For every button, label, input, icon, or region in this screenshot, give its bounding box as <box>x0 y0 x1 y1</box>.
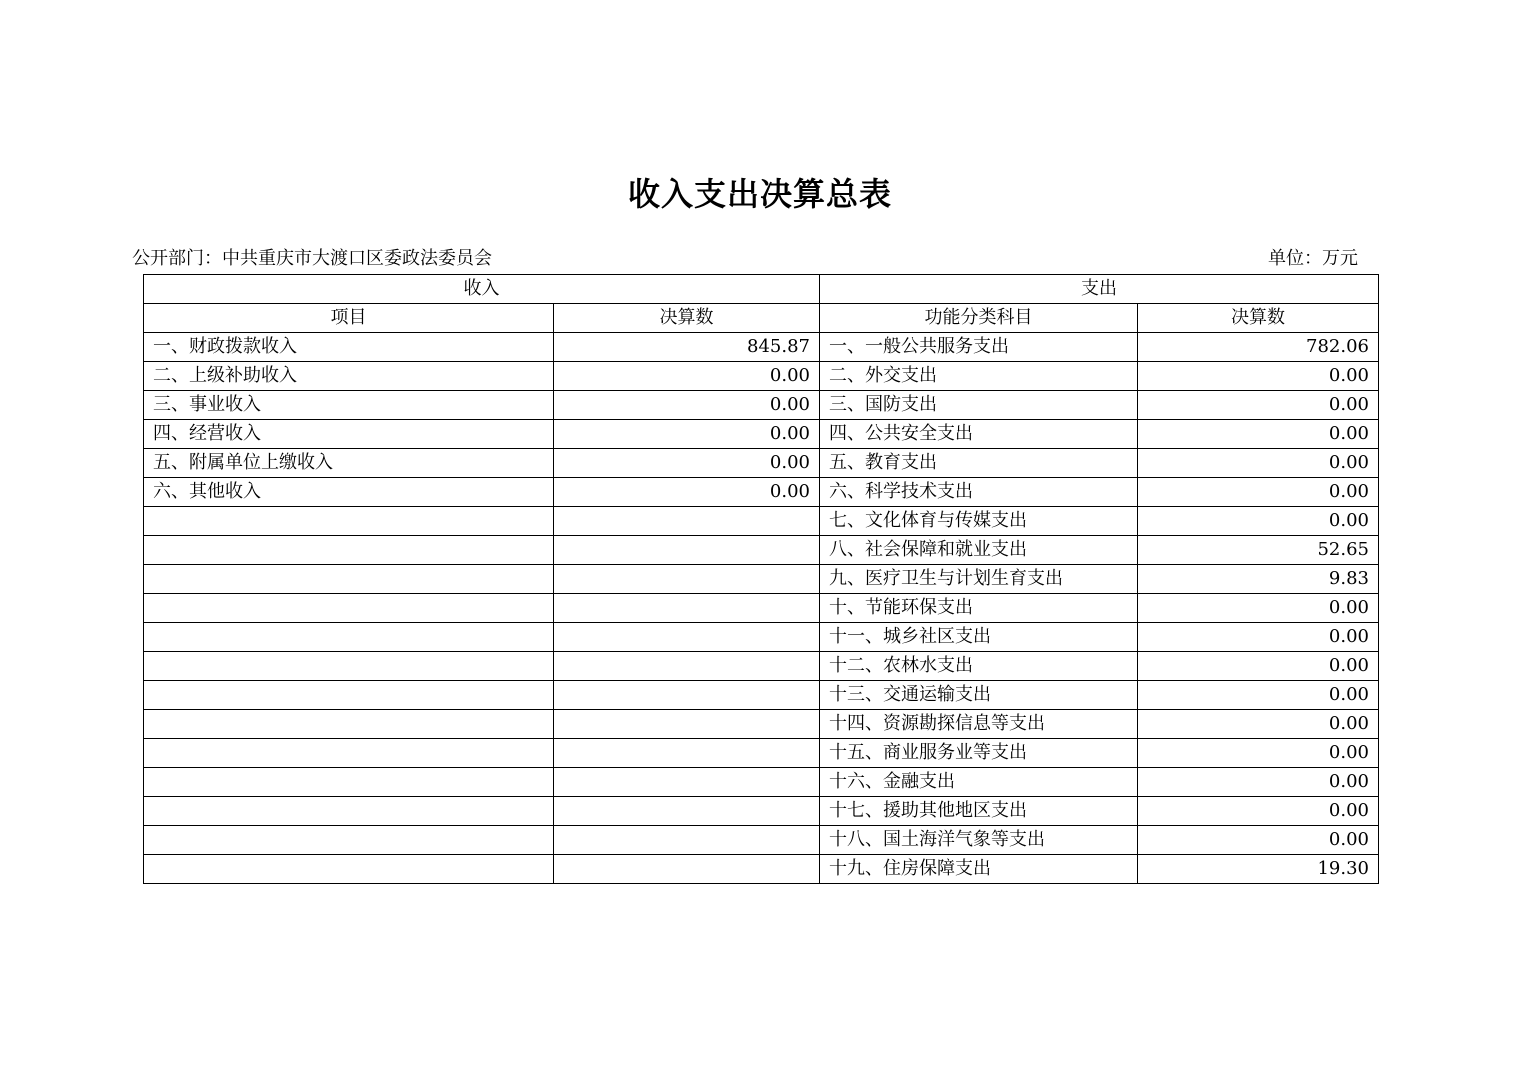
expense-item-cell: 十八、国土海洋气象等支出 <box>820 826 1138 855</box>
income-amount-header: 决算数 <box>554 304 820 333</box>
table-group-header-row <box>144 275 1379 304</box>
table-row <box>144 478 1379 507</box>
income-item-cell <box>144 826 554 855</box>
table-row <box>144 420 1379 449</box>
expense-item-cell: 一、一般公共服务支出 <box>820 333 1138 362</box>
unit-label: 单位：万元 <box>1268 248 1358 269</box>
expense-value-cell: 9.83 <box>1138 565 1379 594</box>
income-value-cell <box>554 768 820 797</box>
table-row <box>144 797 1379 826</box>
expense-group-header: 支出 <box>820 275 1379 304</box>
expense-value-cell: 0.00 <box>1138 681 1379 710</box>
income-value-cell <box>554 710 820 739</box>
table-row <box>144 362 1379 391</box>
income-item-cell <box>144 681 554 710</box>
income-item-cell: 二、上级补助收入 <box>144 362 554 391</box>
income-item-cell <box>144 797 554 826</box>
table-body <box>144 333 1379 884</box>
income-item-cell: 五、附属单位上缴收入 <box>144 449 554 478</box>
income-item-cell <box>144 507 554 536</box>
table-row <box>144 826 1379 855</box>
table-row <box>144 594 1379 623</box>
income-item-cell <box>144 594 554 623</box>
income-value-cell: 845.87 <box>554 333 820 362</box>
income-value-cell <box>554 855 820 884</box>
department-label: 公开部门：中共重庆市大渡口区委政法委员会 <box>132 248 492 269</box>
expense-value-cell: 0.00 <box>1138 362 1379 391</box>
table-row <box>144 536 1379 565</box>
expense-item-cell: 五、教育支出 <box>820 449 1138 478</box>
income-value-cell <box>554 623 820 652</box>
function-category-header: 功能分类科目 <box>820 304 1138 333</box>
expense-item-cell: 三、国防支出 <box>820 391 1138 420</box>
table-row <box>144 768 1379 797</box>
income-item-cell <box>144 652 554 681</box>
expense-item-cell: 四、公共安全支出 <box>820 420 1138 449</box>
table-row <box>144 855 1379 884</box>
income-item-cell <box>144 710 554 739</box>
table-row <box>144 449 1379 478</box>
expense-value-cell: 0.00 <box>1138 826 1379 855</box>
income-value-cell: 0.00 <box>554 391 820 420</box>
expense-item-cell: 六、科学技术支出 <box>820 478 1138 507</box>
income-value-cell <box>554 826 820 855</box>
income-value-cell: 0.00 <box>554 362 820 391</box>
income-value-cell <box>554 565 820 594</box>
income-item-cell <box>144 855 554 884</box>
income-value-cell: 0.00 <box>554 449 820 478</box>
income-item-cell <box>144 536 554 565</box>
page-title: 收入支出决算总表 <box>627 175 892 213</box>
expense-value-cell: 0.00 <box>1138 768 1379 797</box>
table-row <box>144 565 1379 594</box>
table-row <box>144 391 1379 420</box>
expense-item-cell: 十四、资源勘探信息等支出 <box>820 710 1138 739</box>
expense-value-cell: 782.06 <box>1138 333 1379 362</box>
expense-item-cell: 十九、住房保障支出 <box>820 855 1138 884</box>
expense-item-cell: 十七、援助其他地区支出 <box>820 797 1138 826</box>
table-row <box>144 507 1379 536</box>
expense-item-cell: 七、文化体育与传媒支出 <box>820 507 1138 536</box>
income-value-cell <box>554 739 820 768</box>
expense-item-cell: 十、节能环保支出 <box>820 594 1138 623</box>
income-group-header: 收入 <box>144 275 820 304</box>
table-row <box>144 333 1379 362</box>
table-row <box>144 681 1379 710</box>
income-item-cell: 六、其他收入 <box>144 478 554 507</box>
expense-item-cell: 十五、商业服务业等支出 <box>820 739 1138 768</box>
income-item-cell: 一、财政拨款收入 <box>144 333 554 362</box>
expense-value-cell: 0.00 <box>1138 449 1379 478</box>
table-column-header-row <box>144 304 1379 333</box>
expense-value-cell: 0.00 <box>1138 391 1379 420</box>
expense-item-cell: 十二、农林水支出 <box>820 652 1138 681</box>
expense-item-cell: 十三、交通运输支出 <box>820 681 1138 710</box>
expense-value-cell: 0.00 <box>1138 710 1379 739</box>
expense-value-cell: 0.00 <box>1138 739 1379 768</box>
expense-item-cell: 九、医疗卫生与计划生育支出 <box>820 565 1138 594</box>
income-item-header: 项目 <box>144 304 554 333</box>
table-row <box>144 739 1379 768</box>
table-row <box>144 652 1379 681</box>
income-item-cell: 三、事业收入 <box>144 391 554 420</box>
income-item-cell <box>144 768 554 797</box>
expense-amount-header: 决算数 <box>1138 304 1379 333</box>
expense-value-cell: 0.00 <box>1138 652 1379 681</box>
expense-value-cell: 19.30 <box>1138 855 1379 884</box>
expense-value-cell: 0.00 <box>1138 797 1379 826</box>
expense-value-cell: 0.00 <box>1138 594 1379 623</box>
expense-value-cell: 52.65 <box>1138 536 1379 565</box>
income-value-cell <box>554 536 820 565</box>
income-item-cell <box>144 739 554 768</box>
expense-item-cell: 八、社会保障和就业支出 <box>820 536 1138 565</box>
table-row <box>144 710 1379 739</box>
table-row <box>144 623 1379 652</box>
income-value-cell <box>554 594 820 623</box>
income-value-cell <box>554 652 820 681</box>
income-item-cell <box>144 565 554 594</box>
income-value-cell <box>554 507 820 536</box>
income-item-cell <box>144 623 554 652</box>
expense-item-cell: 十六、金融支出 <box>820 768 1138 797</box>
expense-item-cell: 十一、城乡社区支出 <box>820 623 1138 652</box>
expense-value-cell: 0.00 <box>1138 420 1379 449</box>
expense-value-cell: 0.00 <box>1138 507 1379 536</box>
income-value-cell: 0.00 <box>554 478 820 507</box>
expense-item-cell: 二、外交支出 <box>820 362 1138 391</box>
expense-value-cell: 0.00 <box>1138 478 1379 507</box>
income-value-cell: 0.00 <box>554 420 820 449</box>
expense-value-cell: 0.00 <box>1138 623 1379 652</box>
income-item-cell: 四、经营收入 <box>144 420 554 449</box>
income-value-cell <box>554 681 820 710</box>
income-value-cell <box>554 797 820 826</box>
income-expense-table <box>143 274 1379 884</box>
